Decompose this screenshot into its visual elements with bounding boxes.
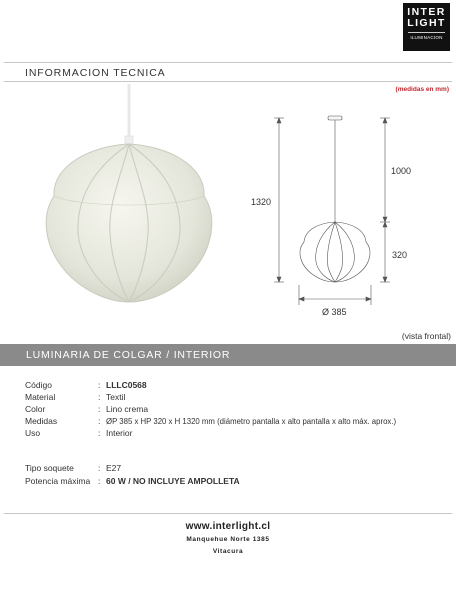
drawing-shade — [300, 222, 370, 282]
dim-diameter: Ø 385 — [322, 307, 347, 317]
spec-key: Uso — [25, 428, 41, 438]
spec-value: Textil — [106, 392, 126, 402]
spec-value: ØP 385 x HP 320 x H 1320 mm (diámetro pantalla x alto pantalla x alto máx. aprox.) — [106, 417, 397, 426]
view-note: (vista frontal) — [401, 331, 451, 341]
spec-key: Color — [25, 404, 46, 414]
units-note: (medidas en mm) — [395, 86, 449, 93]
brand-line3: ILUMINACION — [410, 35, 443, 40]
footer-website[interactable]: www.interlight.cl — [185, 521, 271, 532]
product-photo — [30, 84, 230, 309]
brand-line2: LIGHT — [407, 17, 446, 29]
footer-city: Vitacura — [212, 548, 244, 555]
dim-cable-length: 1000 — [391, 166, 412, 176]
category-band — [0, 344, 456, 366]
footer-divider — [4, 513, 452, 514]
category-title: LUMINARIA DE COLGAR / INTERIOR — [26, 349, 231, 361]
brand-logo — [403, 3, 450, 51]
spec-separator: : — [98, 463, 101, 473]
spec-separator: : — [98, 428, 101, 438]
spec-separator: : — [98, 404, 101, 414]
photo-shade — [46, 144, 212, 302]
spec-value: 60 W / NO INCLUYE AMPOLLETA — [106, 476, 240, 486]
footer-address: Manquehue Norte 1385 — [186, 536, 270, 543]
title-divider — [4, 81, 452, 82]
brand-line1: INTER — [407, 6, 446, 18]
technical-drawing — [270, 112, 400, 310]
spec-value: Lino crema — [106, 404, 149, 414]
spec-value: LLLC0568 — [106, 380, 147, 390]
spec-key: Potencia máxima — [25, 476, 91, 486]
spec-separator: : — [98, 380, 101, 390]
drawing-canopy — [328, 116, 342, 120]
dim-total-height: 1320 — [251, 197, 272, 207]
dim-shade-height: 320 — [392, 250, 408, 260]
spec-value: Interior — [106, 428, 133, 438]
spec-key: Código — [25, 380, 52, 390]
top-divider — [4, 62, 452, 63]
spec-separator: : — [98, 392, 101, 402]
spec-key: Tipo soquete — [25, 463, 74, 473]
spec-separator: : — [98, 476, 101, 486]
spec-key: Material — [25, 392, 56, 402]
spec-separator: : — [98, 416, 101, 426]
logo-divider — [408, 32, 445, 33]
spec-key: Medidas — [25, 416, 58, 426]
section-title: INFORMACION TECNICA — [25, 67, 166, 79]
spec-value: E27 — [106, 463, 122, 473]
